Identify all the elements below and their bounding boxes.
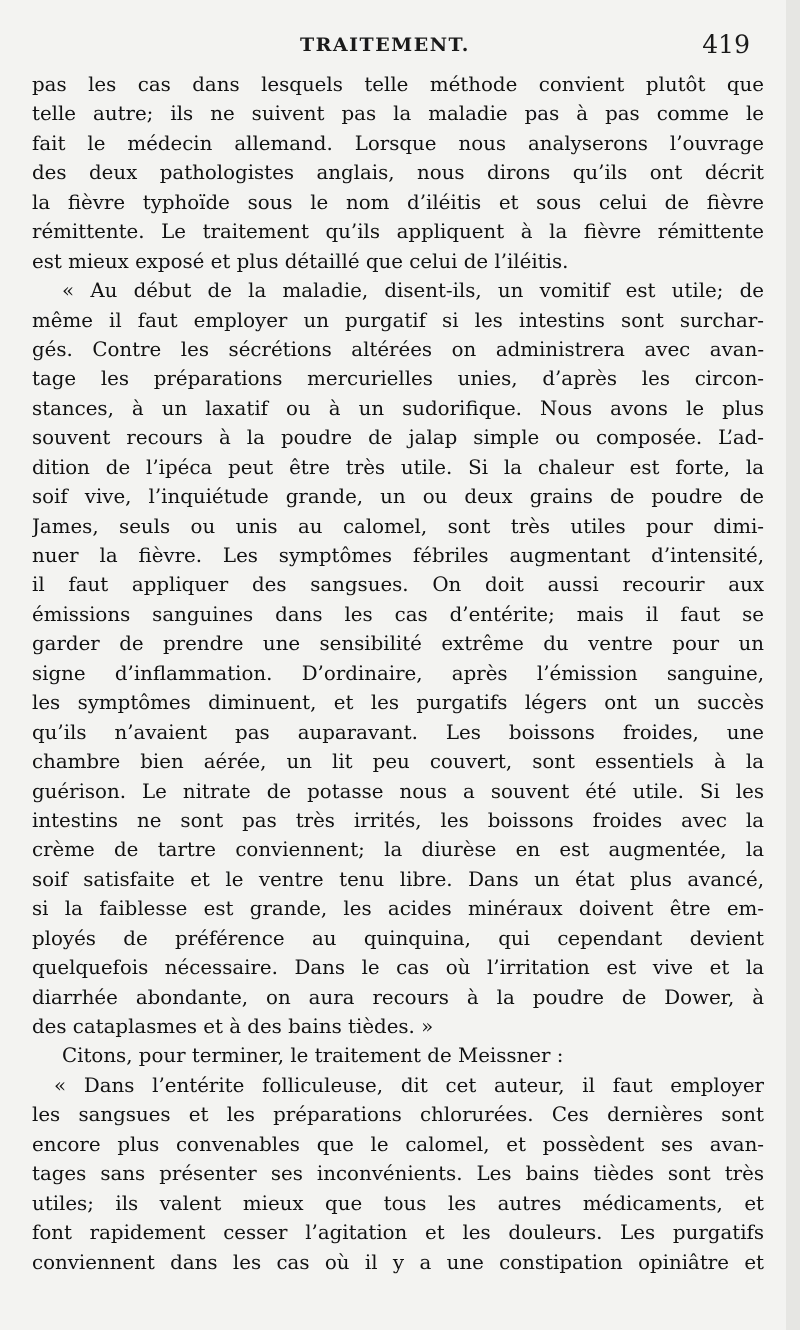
text-line: « Au début de la maladie, disent-ils, un vomitif est utile; de [62,279,764,303]
text-line: les sangsues et les préparations chlorurées. Ces dernières sont [32,1103,764,1127]
text-line: si la faiblesse est grande, les acides minéraux doivent être em- [32,897,764,921]
running-head: TRAITEMENT. [300,34,470,56]
text-line: les symptômes diminuent, et les purgatifs légers ont un succès [32,691,764,715]
text-line: dition de l’ipéca peut être très utile. Si la chaleur est forte, la [32,455,764,479]
text-line: des cataplasmes et à des bains tièdes. » [32,1015,434,1038]
text-line: crème de tartre conviennent; la diurèse en est augmentée, la [32,838,764,862]
text-line: même il faut employer un purgatif si les intestins sont surchar- [32,308,764,332]
text-line: garder de prendre une sensibilité extrême du ventre pour un [32,632,764,656]
text-line: des deux pathologistes anglais, nous dirons qu’ils ont décrit [32,161,764,185]
text-line: signe d’inflammation. D’ordinaire, après l’émission sanguine, [32,661,764,685]
text-line: ployés de préférence au quinquina, qui cependant devient [32,926,764,950]
text-line: quelquefois nécessaire. Dans le cas où l’irritation est vive et la [32,956,764,980]
text-line: soif vive, l’inquiétude grande, un ou deux grains de poudre de [32,485,764,509]
text-line: guérison. Le nitrate de potasse nous a souvent été utile. Si les [32,779,764,803]
text-line: pas les cas dans lesquels telle méthode convient plutôt que [32,73,764,96]
text-line: est mieux exposé et plus détaillé que celui de l’iléitis. [32,249,569,273]
page-number: 419 [702,30,750,59]
text-line: qu’ils n’avaient pas auparavant. Les boissons froides, une [32,720,764,744]
page-edge [786,0,800,1330]
text-line: encore plus convenables que le calomel, et possèdent ses avan- [32,1132,764,1156]
text-line: telle autre; ils ne suivent pas la maladie pas à pas comme le [32,102,764,126]
text-line: nuer la fièvre. Les symptômes fébriles augmentant d’intensité, [32,544,764,567]
text-line: souvent recours à la poudre de jalap simple ou composée. L’ad- [32,426,764,450]
text-line: tage les préparations mercurielles unies, d’après les circon- [32,367,764,391]
text-line: tages sans présenter ses inconvénients. Les bains tièdes sont très [32,1162,764,1186]
text-line: conviennent dans les cas où il y a une constipation opiniâtre et [32,1250,764,1274]
text-line: fait le médecin allemand. Lorsque nous analyserons l’ouvrage [32,131,764,155]
text-line: émissions sanguines dans les cas d’entérite; mais il faut se [32,602,764,626]
text-line: intestins ne sont pas très irrités, les boissons froides avec la [32,808,764,832]
text-line: rémittente. Le traitement qu’ils appliquent à la fièvre rémittente [32,220,764,244]
text-line: James, seuls ou unis au calomel, sont très utiles pour dimi- [32,514,764,538]
text-line: font rapidement cesser l’agitation et les douleurs. Les purgatifs [32,1221,764,1245]
page-header [30,30,750,64]
text-line: stances, à un laxatif ou à un sudorifique. Nous avons le plus [32,396,764,420]
text-line: gés. Contre les sécrétions altérées on administrera avec avan- [32,337,764,361]
text-line: « Dans l’entérite folliculeuse, dit cet auteur, il faut employer [54,1073,764,1097]
text-line: utiles; ils valent mieux que tous les autres médicaments, et [32,1191,764,1215]
text-line: la fièvre typhoïde sous le nom d’iléitis et sous celui de fièvre [32,190,764,214]
text-line: chambre bien aérée, un lit peu couvert, sont essentiels à la [32,750,764,774]
body-text [32,70,764,1277]
text-line: Citons, pour terminer, le traitement de Meissner : [62,1044,564,1068]
text-line: il faut appliquer des sangsues. On doit aussi recourir aux [32,573,764,597]
text-line: diarrhée abondante, on aura recours à la poudre de Dower, à [32,985,764,1009]
text-line: soif satisfaite et le ventre tenu libre. Dans un état plus avancé, [32,867,764,891]
